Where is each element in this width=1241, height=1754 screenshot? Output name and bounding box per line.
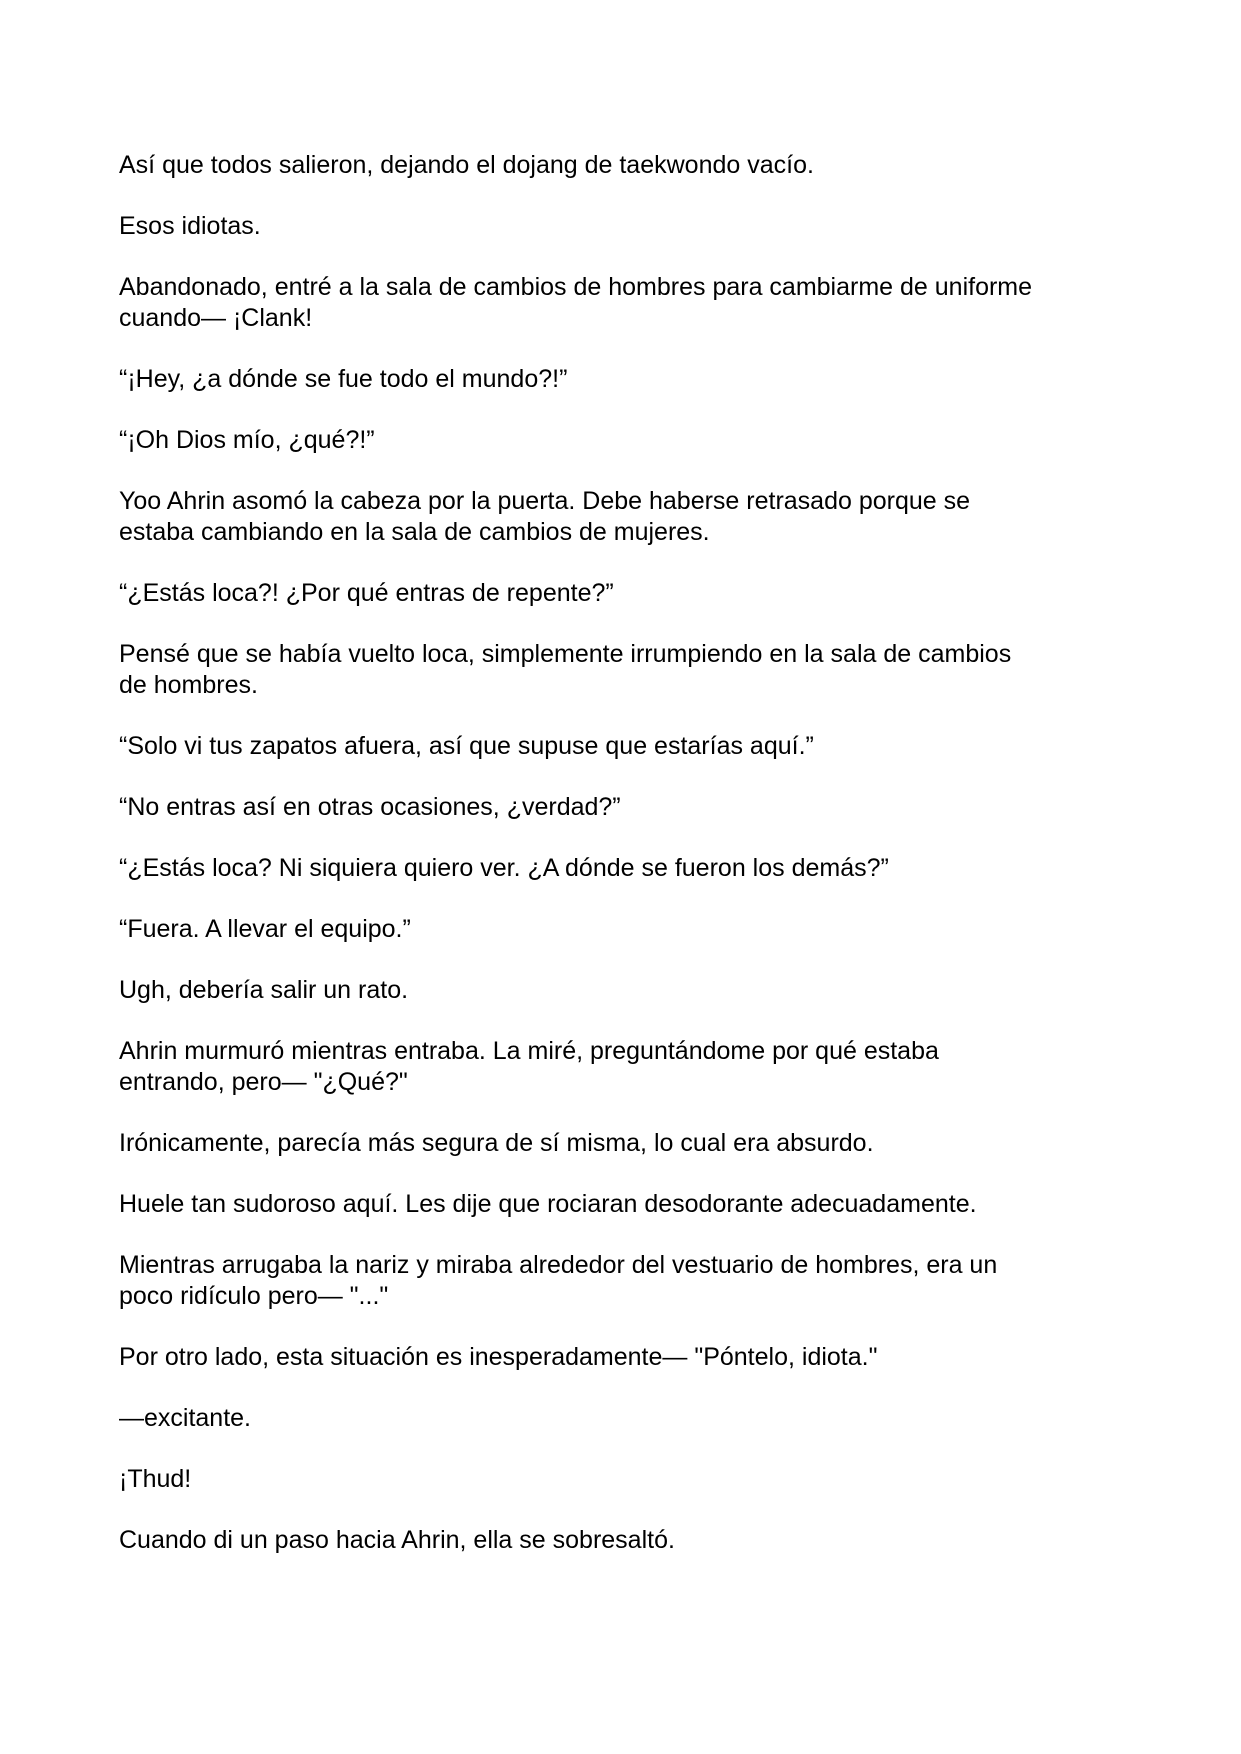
text-line: Irónicamente, parecía más segura de sí misma, lo cual era absurdo. — [119, 1129, 874, 1157]
text-line: “Solo vi tus zapatos afuera, así que supuse que estarías aquí.” — [119, 732, 814, 760]
text-line: entrando, pero— "¿Qué?" — [119, 1068, 408, 1096]
paragraph — [119, 150, 1169, 181]
text-line: Abandonado, entré a la sala de cambios de hombres para cambiarme de uniforme — [119, 273, 1033, 301]
text-line: poco ridículo pero— "..." — [119, 1282, 389, 1310]
paragraph — [119, 364, 1169, 395]
paragraph — [119, 914, 1169, 945]
text-line: Esos idiotas. — [119, 212, 261, 240]
text-line: Cuando di un paso hacia Ahrin, ella se sobresaltó. — [119, 1526, 675, 1554]
text-line: “¿Estás loca?! ¿Por qué entras de repente?” — [119, 579, 614, 607]
paragraph — [119, 1036, 1169, 1098]
paragraph — [119, 1342, 1169, 1373]
text-line: “¡Oh Dios mío, ¿qué?!” — [119, 426, 375, 454]
text-line: ¡Thud! — [119, 1465, 192, 1493]
text-line: estaba cambiando en la sala de cambios de mujeres. — [119, 518, 710, 546]
text-line: Mientras arrugaba la nariz y miraba alrededor del vestuario de hombres, era un — [119, 1251, 998, 1279]
paragraph — [119, 731, 1169, 762]
paragraph — [119, 272, 1169, 334]
paragraph — [119, 1403, 1169, 1434]
paragraph — [119, 1189, 1169, 1220]
text-line: Ahrin murmuró mientras entraba. La miré, preguntándome por qué estaba — [119, 1037, 939, 1065]
document-body — [119, 150, 1169, 1586]
paragraph — [119, 975, 1169, 1006]
paragraph — [119, 1128, 1169, 1159]
paragraph — [119, 486, 1169, 548]
text-line: Por otro lado, esta situación es inesperadamente— "Póntelo, idiota." — [119, 1343, 878, 1371]
text-line: “¡Hey, ¿a dónde se fue todo el mundo?!” — [119, 365, 568, 393]
text-line: Huele tan sudoroso aquí. Les dije que rociaran desodorante adecuadamente. — [119, 1190, 977, 1218]
text-line: de hombres. — [119, 671, 258, 699]
paragraph — [119, 578, 1169, 609]
text-line: Así que todos salieron, dejando el dojang de taekwondo vacío. — [119, 151, 814, 179]
paragraph — [119, 1464, 1169, 1495]
text-line: “¿Estás loca? Ni siquiera quiero ver. ¿A dónde se fueron los demás?” — [119, 854, 889, 882]
paragraph — [119, 1525, 1169, 1556]
text-line: “No entras así en otras ocasiones, ¿verdad?” — [119, 793, 621, 821]
text-line: cuando— ¡Clank! — [119, 304, 313, 332]
paragraph — [119, 792, 1169, 823]
paragraph — [119, 1250, 1169, 1312]
text-line: Ugh, debería salir un rato. — [119, 976, 409, 1004]
text-line: “Fuera. A llevar el equipo.” — [119, 915, 411, 943]
text-line: Yoo Ahrin asomó la cabeza por la puerta. Debe haberse retrasado porque se — [119, 487, 971, 515]
paragraph — [119, 639, 1169, 701]
text-line: —excitante. — [119, 1404, 252, 1432]
paragraph — [119, 425, 1169, 456]
text-line: Pensé que se había vuelto loca, simplemente irrumpiendo en la sala de cambios — [119, 640, 1012, 668]
paragraph — [119, 853, 1169, 884]
paragraph — [119, 211, 1169, 242]
